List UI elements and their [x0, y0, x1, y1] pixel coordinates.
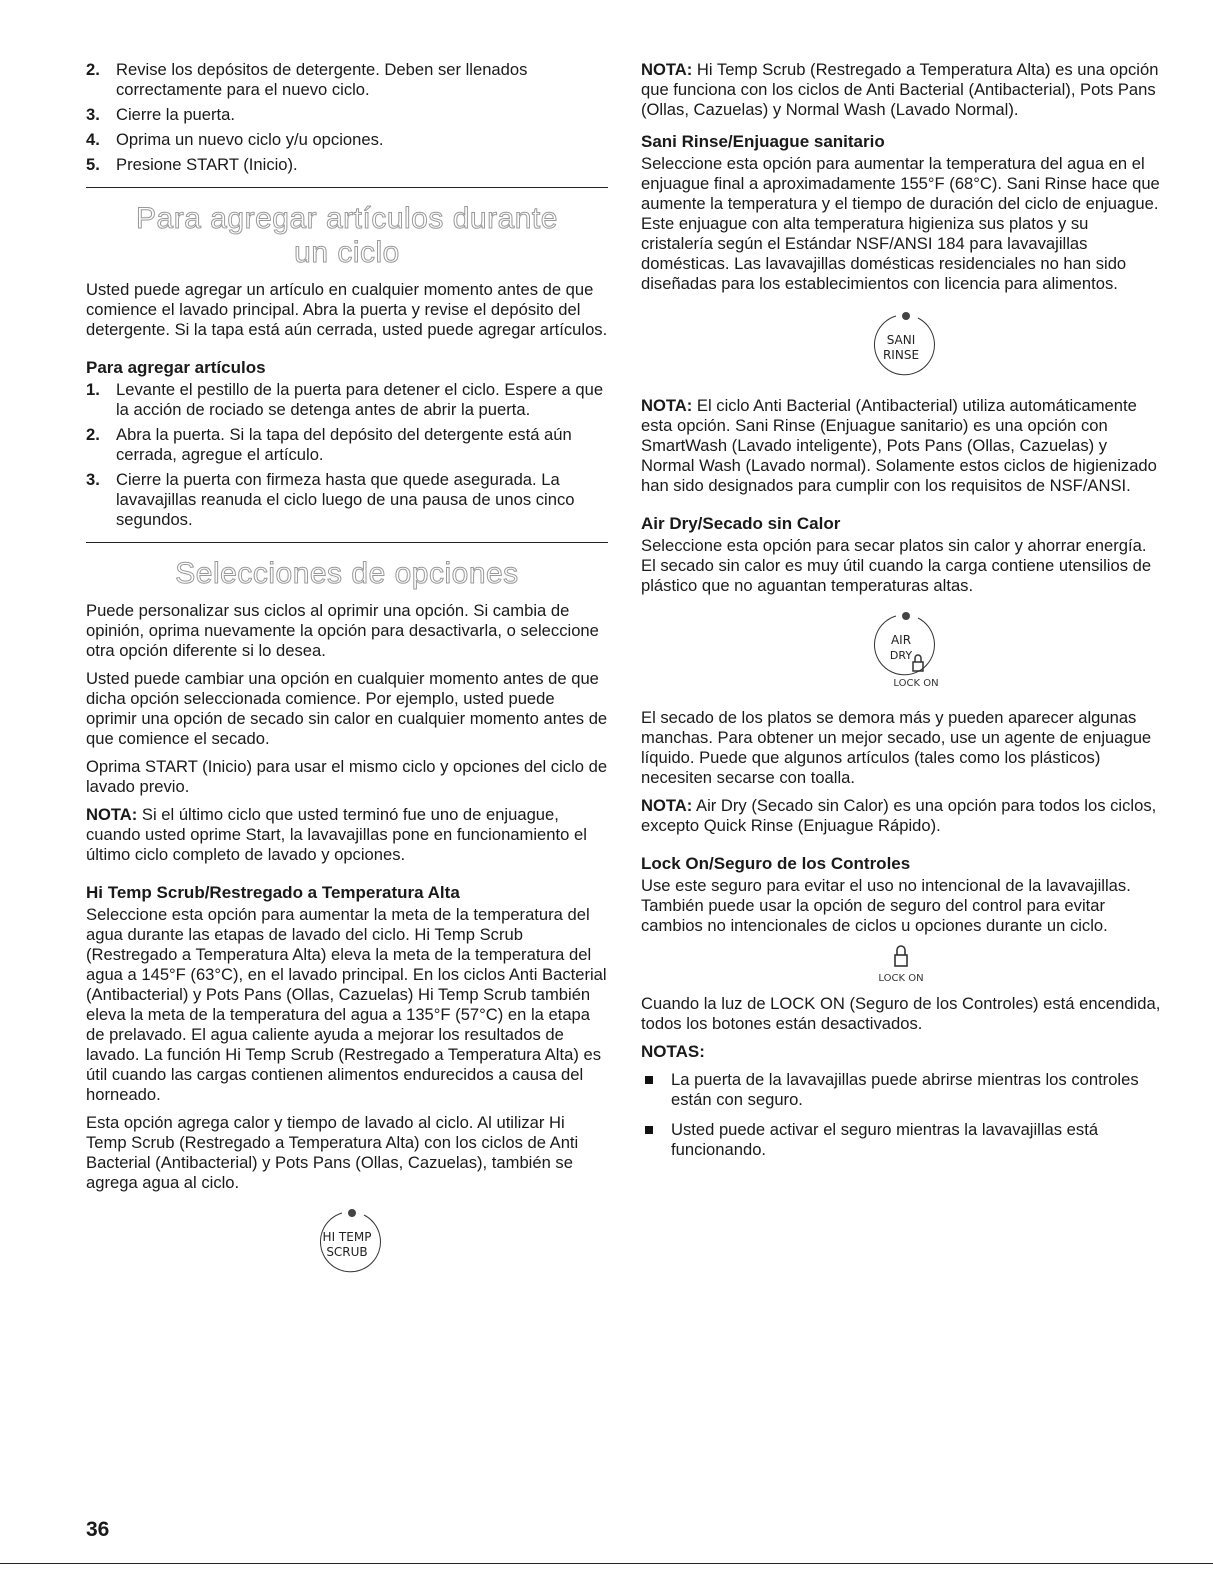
note-paragraph: NOTA: Air Dry (Secado sin Calor) es una opción para todos los ciclos, excepto Quick Rinse (Enjuague Rápido).: [641, 796, 1157, 835]
list-item: 2. Revise los depósitos de detergente. Deben ser llenados correctamente para el nuevo ciclo.: [86, 60, 528, 99]
sani-rinse-button-icon: SANI RINSE: [856, 304, 946, 384]
hitemp-paragraph: Esta opción agrega calor y tiempo de lavado al ciclo. Al utilizar Hi Temp Scrub (Restregado a Temperatura Alta) con los ciclos de Anti Bacterial (Antibacterial) y Pots Pans (Ollas, Cazuelas), también se agrega agua al ciclo.: [86, 1113, 579, 1192]
sani-rinse-paragraph: Seleccione esta opción para aumentar la temperatura del agua en el enjuague final a aproximadamente 155°F (68°C). Sani Rinse hace que aumente la temperatura y el tiempo de duración del ciclo de enjuague. Este enjuague con alta temperatura higieniza sus platos y su cristalería según el Estándar NSF/ANSI 184 para lavavajillas domésticas. Las lavavajillas domésticas residenciales no han sido diseñadas para los establecimientos con licencia para alimentos.: [641, 154, 1160, 293]
list-item: 1. Levante el pestillo de la puerta para detener el ciclo. Espere a que la acción de rociado se detenga antes de abrir la puerta.: [86, 380, 604, 419]
add-items-intro: Usted puede agregar un artículo en cualquier momento antes de que comience el lavado principal. Abra la puerta y revise el depósito del detergente. Si la tapa está aún cerrada, usted puede agregar artículos.: [86, 280, 608, 339]
steps-top-list: [86, 60, 608, 175]
add-items-heading: Para agregar artículos: [86, 358, 266, 377]
list-item: La puerta de la lavavajillas puede abrirse mientras los controles están con seguro.: [641, 1070, 1161, 1110]
bottom-rule: [0, 1563, 1213, 1564]
list-item: 3. Cierre la puerta con firmeza hasta que quede asegurada. La lavavajillas reanuda el ciclo luego de una pausa de unos cinco segundos.: [86, 470, 575, 529]
lock-on-caption: LOCK ON: [893, 678, 939, 689]
right-column: [641, 60, 1161, 1170]
air-dry-button-icon: AIR DRY LOCK ON: [856, 606, 946, 696]
page-number: 36: [86, 1518, 110, 1541]
lock-on-indicator: LOCK ON: [878, 944, 923, 984]
list-item: 3. Cierre la puerta.: [86, 105, 235, 124]
section-title-add-items: Para agregar artículos durante un ciclo: [136, 202, 558, 269]
lock-on-paragraph: Use este seguro para evitar el uso no intencional de la lavavajillas. También puede usar la opción de seguro del control para evitar cambios no intencionales de ciclos u opciones durante un ciclo.: [641, 876, 1131, 935]
options-paragraph: Oprima START (Inicio) para usar el mismo ciclo y opciones del ciclo de lavado previo.: [86, 757, 608, 796]
section-divider: [86, 542, 608, 543]
air-dry-heading: Air Dry/Secado sin Calor: [641, 514, 841, 533]
notes-heading: NOTAS:: [641, 1042, 705, 1061]
options-note: NOTA: Si el último ciclo que usted terminó fue uno de enjuague, cuando usted oprime Start, la lavavajillas pone en funcionamiento el último ciclo completo de lavado y opciones.: [86, 805, 587, 864]
list-item: 4. Oprima un nuevo ciclo y/u opciones.: [86, 130, 384, 149]
list-item: Usted puede activar el seguro mientras la lavavajillas está funcionando.: [641, 1120, 1161, 1160]
section-title-options: Selecciones de opciones: [175, 557, 519, 590]
hitemp-paragraph: Seleccione esta opción para aumentar la meta de la temperatura del agua durante las etapas de lavado del ciclo. Hi Temp Scrub (Restregado a Temperatura Alta) eleva la meta de la temperatura del agua a 145°F (63°C), en el lavado principal. En los ciclos Anti Bacterial (Antibacterial) y Pots Pans (Ollas, Cazuelas) Hi Temp Scrub también eleva la meta de la temperatura del agua a 135°F (57°C) en la etapa de prelavado. El agua caliente ayuda a mejorar los resultados de lavado. La función Hi Temp Scrub (Restregado a Temperatura Alta) es útil cuando las cargas contienen alimentos endurecidos a causa del horneado.: [86, 905, 607, 1104]
add-items-steps: [86, 380, 608, 530]
lock-on-heading: Lock On/Seguro de los Controles: [641, 854, 911, 873]
lock-on-paragraph: Cuando la luz de LOCK ON (Seguro de los Controles) está encendida, todos los botones están desactivados.: [641, 994, 1161, 1033]
left-column: [86, 60, 608, 1295]
hi-temp-scrub-button-icon: HI TEMP SCRUB: [302, 1203, 392, 1283]
options-paragraph: Puede personalizar sus ciclos al oprimir una opción. Si cambia de opinión, oprima nuevamente la opción para desactivarla, o seleccione otra opción diferente si lo desea.: [86, 601, 599, 660]
bullet-square-icon: [645, 1076, 653, 1084]
section-divider: [86, 187, 608, 188]
note-paragraph: NOTA: El ciclo Anti Bacterial (Antibacterial) utiliza automáticamente esta opción. Sani Rinse (Enjuague sanitario) es una opción con SmartWash (Lavado inteligente), Pots Pans (Ollas, Cazuelas) y Normal Wash (Lavado normal). Solamente estos ciclos de higienizado han sido designados para cumplir con los requisitos de NSF/ANSI.: [641, 396, 1157, 495]
hitemp-heading: Hi Temp Scrub/Restregado a Temperatura Alta: [86, 883, 460, 902]
list-item: 2. Abra la puerta. Si la tapa del depósito del detergente está aún cerrada, agregue el artículo.: [86, 425, 572, 464]
options-paragraph: Usted puede cambiar una opción en cualquier momento antes de que dicha opción seleccionada comience. Por ejemplo, usted puede oprimir una opción de secado sin calor en cualquier momento antes de que comience el secado.: [86, 669, 608, 748]
list-item: 5. Presione START (Inicio).: [86, 155, 298, 174]
sani-rinse-heading: Sani Rinse/Enjuague sanitario: [641, 132, 885, 151]
note-paragraph: NOTA: Hi Temp Scrub (Restregado a Temperatura Alta) es una opción que funciona con los ciclos de Anti Bacterial (Antibacterial), Pots Pans (Ollas, Cazuelas) y Normal Wash (Lavado Normal).: [641, 60, 1159, 119]
bullet-square-icon: [645, 1126, 653, 1134]
lock-icon: [891, 944, 911, 968]
air-dry-paragraph: El secado de los platos se demora más y pueden aparecer algunas manchas. Para obtener un mejor secado, use un agente de enjuague líquido. Puede que algunos artículos (tales como los plásticos) necesiten secarse con toalla.: [641, 708, 1152, 787]
notes-list: [641, 1070, 1161, 1160]
air-dry-paragraph: Seleccione esta opción para secar platos sin calor y ahorrar energía. El secado sin calor es muy útil cuando la carga contiene utensilios de plástico que no aguantan temperaturas altas.: [641, 536, 1152, 595]
